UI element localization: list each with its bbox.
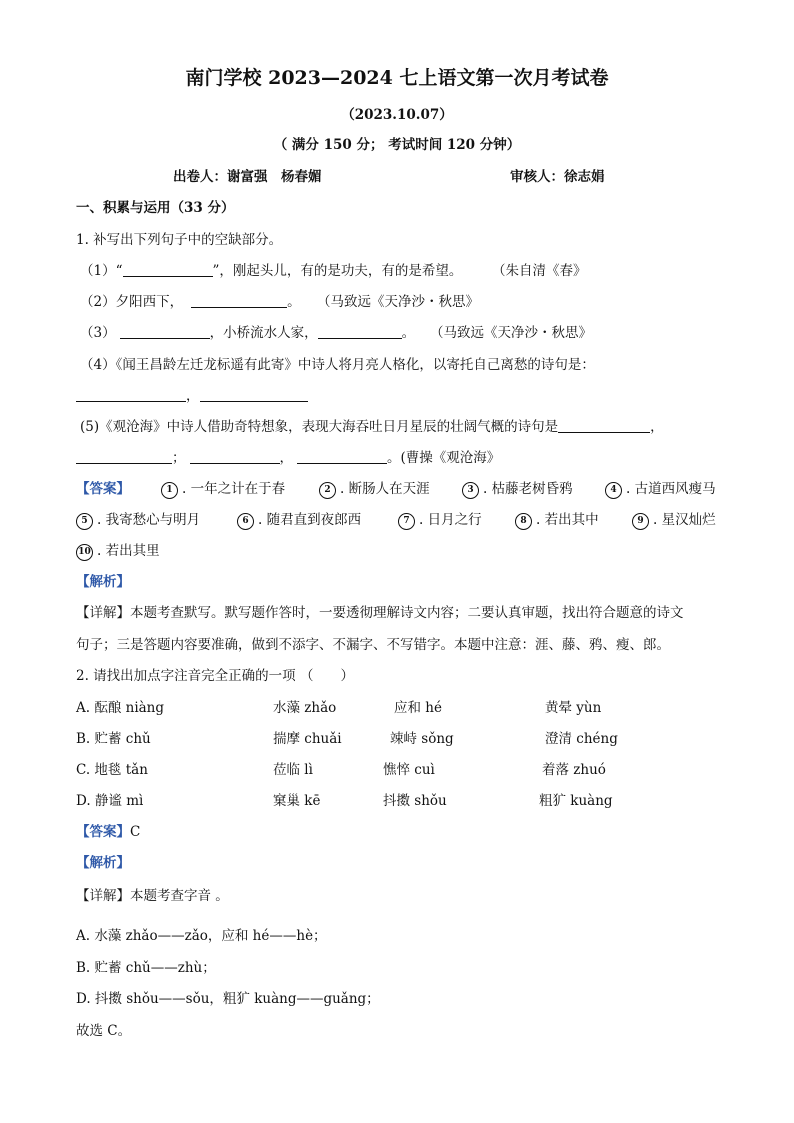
answer-text: . 随君直到夜郎西 — [258, 512, 362, 528]
answer-blank[interactable] — [297, 449, 387, 464]
q2-option-c-2: 莅临 lì — [273, 762, 313, 778]
q1-l5-comma: ， — [650, 419, 664, 435]
score-info: （ 满分 150 分； 考试时间 120 分钟） — [273, 137, 521, 153]
answer-text: . 断肠人在天涯 — [340, 481, 430, 497]
answer-number: 3 — [462, 482, 479, 499]
q2-option-d-2: 窠巢 kē — [273, 793, 321, 809]
answer-number: 5 — [76, 513, 93, 530]
answer-text: . 日月之行 — [419, 512, 482, 528]
q2-detail-intro: 【详解】本题考查字音 。 — [76, 888, 229, 904]
q1-l2-source: （马致远《天净沙・秋思》 — [317, 294, 479, 310]
q2-option-b-4: 澄清 chéng — [545, 731, 618, 747]
q2-detail-d: D. 抖擞 shǒu——sǒu，粗犷 kuàng——guǎng； — [76, 991, 380, 1007]
q2-answer-label: 【答案】 — [76, 824, 130, 840]
answer-blank[interactable] — [200, 387, 308, 402]
q1-line-5 — [80, 418, 664, 436]
authors: 出卷人：谢富强 杨春媚 — [173, 169, 322, 185]
answer-text: . 星汉灿烂 — [653, 512, 716, 528]
answer-blank[interactable] — [558, 418, 650, 433]
q1-l6-source: 。(曹操《观沧海》 — [387, 450, 501, 466]
answer-item — [398, 511, 482, 530]
answer-item — [605, 480, 716, 499]
q1-line-4: （4）《闻王昌龄左迁龙标遥有此寄》中诗人将月亮人格化，以寄托自己离愁的诗句是： — [80, 357, 595, 373]
q2-option-c-1[interactable]: C. 地毯 tǎn — [76, 762, 148, 778]
answer-text: . 枯藤老树昏鸦 — [483, 481, 573, 497]
reviewer: 审核人：徐志娟 — [510, 169, 605, 185]
q2-detail-b: B. 贮蓄 chǔ——zhù； — [76, 960, 216, 976]
answer-item — [161, 480, 285, 499]
q1-stem: 1. 补写出下列句子中的空缺部分。 — [76, 232, 283, 248]
q1-analysis-label: 【解析】 — [76, 574, 130, 590]
answer-text: . 我寄愁心与明月 — [97, 512, 201, 528]
q1-l4b-comma: ， — [186, 388, 200, 404]
answer-number: 10 — [76, 544, 93, 561]
q1-l1-mid: ”，刚起头儿，有的是功夫，有的是希望。 — [212, 263, 463, 279]
q1-l1-source: （朱自清《春》 — [492, 263, 587, 279]
q2-analysis-label: 【解析】 — [76, 855, 130, 871]
answer-text: . 若出其中 — [536, 512, 599, 528]
q2-detail-a: A. 水藻 zhǎo——zǎo，应和 hé——hè； — [76, 928, 327, 944]
q2-option-d-4: 粗犷 kuàng — [539, 793, 613, 809]
q2-option-a-1[interactable]: A. 酝酿 niàng — [76, 700, 165, 716]
answer-number: 6 — [237, 513, 254, 530]
answer-blank[interactable] — [76, 449, 172, 464]
q2-option-c-4: 着落 zhuó — [542, 762, 606, 778]
answer-item — [515, 511, 599, 530]
answer-text: . 若出其里 — [97, 543, 160, 559]
q2-option-b-3: 竦峙 sǒng — [390, 731, 454, 747]
answer-text: . 古道西风瘦马 — [626, 481, 716, 497]
answer-blank[interactable] — [120, 324, 210, 339]
answer-number: 9 — [632, 513, 649, 530]
q1-line-4b — [76, 387, 308, 405]
q2-answer — [76, 823, 140, 841]
answer-item — [237, 511, 361, 530]
q1-detail-line-1: 【详解】本题考查默写。默写题作答时，一要透彻理解诗文内容；二要认真审题，找出符合题意的诗文 — [76, 605, 684, 621]
q2-option-d-1[interactable]: D. 静谧 mì — [76, 793, 144, 809]
answer-number: 8 — [515, 513, 532, 530]
q1-l6-comma: ， — [279, 450, 293, 466]
answer-blank[interactable] — [191, 293, 287, 308]
q1-answer-label: 【答案】 — [76, 481, 130, 497]
answer-item — [76, 511, 200, 530]
answer-number: 1 — [161, 482, 178, 499]
q2-option-c-3: 憔悴 cuì — [383, 762, 435, 778]
q1-detail-line-2: 句子；三是答题内容要准确，做到不添字、不漏字、不写错字。本题中注意：涯、藤、鸦、瘦、郎。 — [76, 637, 670, 653]
answer-blank[interactable] — [76, 387, 186, 402]
section-heading: 一、积累与运用（33 分） — [76, 200, 235, 216]
q1-l3-post: 。 — [401, 325, 416, 341]
q2-conclusion: 故选 C。 — [76, 1023, 132, 1039]
page-title: 南门学校 2023—2024 七上语文第一次月考试卷 — [185, 67, 609, 89]
answer-number: 7 — [398, 513, 415, 530]
q2-option-d-3: 抖擞 shǒu — [383, 793, 447, 809]
q2-option-a-3: 应和 hé — [394, 700, 442, 716]
q1-l2-post: 。 — [287, 294, 301, 310]
q1-l3-source: （马致远《天净沙・秋思》 — [430, 325, 592, 341]
answer-item — [76, 542, 160, 561]
answer-number: 2 — [319, 482, 336, 499]
answer-blank[interactable] — [123, 262, 213, 277]
q2-stem: 2. 请找出加点字注音完全正确的一项 （ ） — [76, 668, 354, 684]
q1-line-1 — [80, 262, 462, 280]
q1-line-2 — [80, 293, 301, 311]
q1-line-6 — [76, 449, 500, 467]
q1-l3-pre: （3） — [80, 325, 116, 341]
answer-blank[interactable] — [190, 449, 280, 464]
q1-l1-pre: （1）“ — [80, 263, 123, 279]
answer-item — [632, 511, 716, 530]
q2-answer-value: C — [130, 824, 141, 840]
answer-item — [319, 480, 430, 499]
q2-option-b-1[interactable]: B. 贮蓄 chǔ — [76, 731, 151, 747]
answer-text: . 一年之计在于春 — [182, 481, 286, 497]
q2-option-a-4: 黄晕 yùn — [545, 700, 602, 716]
q2-option-a-2: 水藻 zhǎo — [273, 700, 337, 716]
q1-l5-text: (5)《观沧海》中诗人借助奇特想象，表现大海吞吐日月星辰的壮阔气概的诗句是 — [80, 419, 559, 435]
q1-l2-pre: （2）夕阳西下， — [80, 294, 184, 310]
answer-item — [462, 480, 573, 499]
answer-blank[interactable] — [318, 324, 402, 339]
q1-line-3 — [80, 324, 415, 342]
answer-number: 4 — [605, 482, 622, 499]
q1-l6-semi: ； — [172, 450, 186, 466]
q2-option-b-2: 揣摩 chuǎi — [273, 731, 342, 747]
q1-l3-mid: ，小桥流水人家， — [209, 325, 318, 341]
exam-date: （2023.10.07） — [341, 107, 453, 123]
